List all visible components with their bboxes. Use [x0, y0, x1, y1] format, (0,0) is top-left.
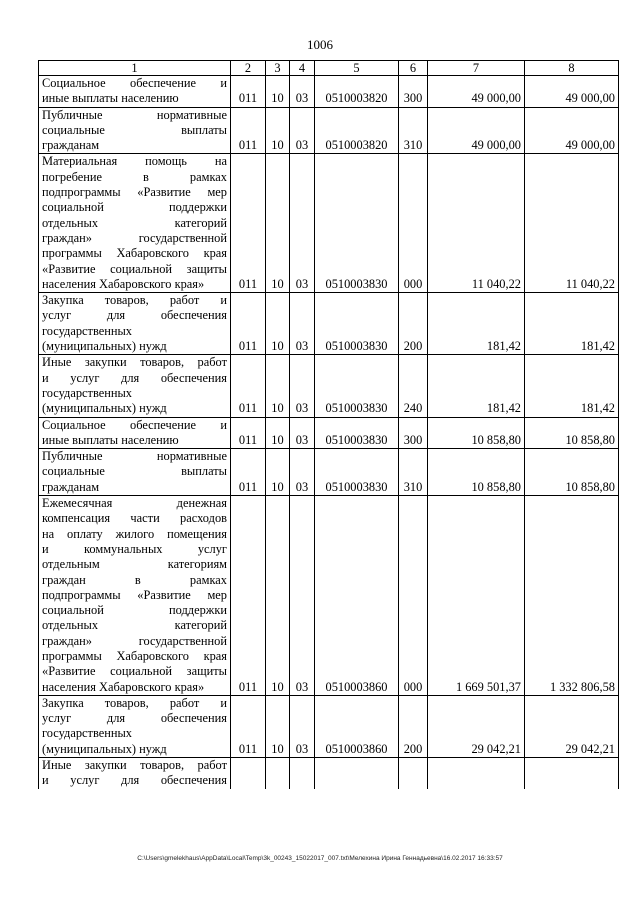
row-name-cell [39, 107, 231, 154]
amount-plan-cell: 181,42 [428, 355, 525, 417]
empty-cell [315, 758, 399, 789]
row-name-line: государственных [42, 323, 133, 338]
row-name-line: гражданам [42, 138, 100, 153]
row-name-cell [39, 449, 231, 496]
table-row [39, 154, 619, 293]
column-header-row [39, 61, 619, 76]
row-name-line: Материальная помощь на [42, 154, 227, 169]
amount-plan-cell: 49 000,00 [428, 107, 525, 154]
target-article-code-cell: 0510003830 [315, 417, 399, 449]
row-name-line: (муниципальных) нужд [42, 339, 167, 354]
row-name-line: погребение в рамках [42, 169, 227, 184]
row-name-line: и услуг для обеспечения [42, 370, 227, 385]
row-name-line: гражданам [42, 479, 100, 494]
table-row [39, 107, 619, 154]
amount-plan-cell: 10 858,80 [428, 449, 525, 496]
row-name-line: (муниципальных) нужд [42, 401, 167, 416]
subsection-code-cell: 03 [290, 355, 315, 417]
amount-executed-cell: 49 000,00 [525, 107, 619, 154]
column-header-2: 2 [231, 61, 266, 76]
row-name-line: государственных [42, 385, 133, 400]
row-name-line: подпрограммы «Развитие мер [42, 587, 227, 602]
row-name-cell [39, 496, 231, 696]
target-article-code-cell: 0510003830 [315, 154, 399, 293]
empty-cell [399, 758, 428, 789]
amount-executed-cell: 1 332 806,58 [525, 496, 619, 696]
ministry-code-cell: 011 [231, 107, 266, 154]
expense-type-code-cell: 000 [399, 496, 428, 696]
file-path-footer: C:\Users\gmelekhaus\AppData\Local\Temp\3k_00243_15022017_007.txt\Мелехина Ирина Геннадьевна\16.02.2017 16:33:57 [137, 855, 503, 862]
expense-type-code-cell: 200 [399, 293, 428, 355]
row-name-line: Закупка товаров, работ и [42, 293, 227, 308]
amount-plan-cell: 1 669 501,37 [428, 496, 525, 696]
subsection-code-cell: 03 [290, 76, 315, 108]
subsection-code-cell: 03 [290, 154, 315, 293]
expense-type-code-cell: 240 [399, 355, 428, 417]
row-name-cell [39, 695, 231, 757]
table-row [39, 695, 619, 757]
expense-type-code-cell: 310 [399, 107, 428, 154]
section-code-cell: 10 [266, 154, 290, 293]
target-article-code-cell: 0510003820 [315, 76, 399, 108]
row-name-cell [39, 293, 231, 355]
row-name-cell [39, 76, 231, 108]
empty-cell [290, 758, 315, 789]
row-name-line: «Развитие социальной защиты [42, 664, 227, 679]
row-name-line: Ежемесячная денежная [42, 496, 227, 511]
row-name-line: граждан» государственной [42, 230, 227, 245]
row-name-line: государственных [42, 726, 133, 741]
table-row [39, 417, 619, 449]
column-header-3: 3 [266, 61, 290, 76]
row-name-line: социальные выплаты [42, 122, 227, 137]
row-name-line: Публичные нормативные [42, 449, 227, 464]
amount-plan-cell: 181,42 [428, 293, 525, 355]
ministry-code-cell: 011 [231, 417, 266, 449]
subsection-code-cell: 03 [290, 695, 315, 757]
ministry-code-cell: 011 [231, 449, 266, 496]
ministry-code-cell: 011 [231, 293, 266, 355]
row-name-line: и услуг для обеспечения [42, 773, 227, 788]
expense-type-code-cell: 310 [399, 449, 428, 496]
target-article-code-cell: 0510003860 [315, 496, 399, 696]
row-name-line: социальные выплаты [42, 464, 227, 479]
budget-table [38, 60, 619, 789]
ministry-code-cell: 011 [231, 496, 266, 696]
expense-type-code-cell: 200 [399, 695, 428, 757]
expense-type-code-cell: 300 [399, 417, 428, 449]
page-number: 1006 [307, 37, 333, 52]
ministry-code-cell: 011 [231, 355, 266, 417]
row-name-cell [39, 758, 231, 789]
row-name-line: (муниципальных) нужд [42, 741, 167, 756]
subsection-code-cell: 03 [290, 293, 315, 355]
table-row [39, 293, 619, 355]
target-article-code-cell: 0510003830 [315, 449, 399, 496]
table-row [39, 496, 619, 696]
section-code-cell: 10 [266, 449, 290, 496]
amount-executed-cell: 10 858,80 [525, 449, 619, 496]
table-row-partial [39, 758, 619, 789]
row-name-line: социальной поддержки [42, 200, 227, 215]
row-name-line: отдельным категориям [42, 557, 227, 572]
table-row [39, 76, 619, 108]
row-name-line: иные выплаты населению [42, 432, 179, 447]
row-name-line: граждан» государственной [42, 633, 227, 648]
empty-cell [525, 758, 619, 789]
target-article-code-cell: 0510003830 [315, 293, 399, 355]
section-code-cell: 10 [266, 695, 290, 757]
row-name-line: Социальное обеспечение и [42, 76, 227, 90]
row-name-line: услуг для обеспечения [42, 308, 227, 323]
expense-type-code-cell: 000 [399, 154, 428, 293]
section-code-cell: 10 [266, 107, 290, 154]
column-header-8: 8 [525, 61, 619, 76]
amount-executed-cell: 11 040,22 [525, 154, 619, 293]
row-name-line: отдельных категорий [42, 215, 227, 230]
amount-executed-cell: 49 000,00 [525, 76, 619, 108]
row-name-line: и коммунальных услуг [42, 541, 227, 556]
empty-cell [266, 758, 290, 789]
column-header-1: 1 [39, 61, 231, 76]
amount-executed-cell: 181,42 [525, 293, 619, 355]
column-header-7: 7 [428, 61, 525, 76]
amount-executed-cell: 10 858,80 [525, 417, 619, 449]
row-name-line: «Развитие социальной защиты [42, 261, 227, 276]
section-code-cell: 10 [266, 496, 290, 696]
amount-plan-cell: 11 040,22 [428, 154, 525, 293]
section-code-cell: 10 [266, 76, 290, 108]
row-name-cell [39, 355, 231, 417]
row-name-line: услуг для обеспечения [42, 711, 227, 726]
row-name-line: компенсация части расходов [42, 511, 227, 526]
row-name-line: отдельных категорий [42, 618, 227, 633]
row-name-line: социальной поддержки [42, 603, 227, 618]
empty-cell [428, 758, 525, 789]
column-header-5: 5 [315, 61, 399, 76]
row-name-line: иные выплаты населению [42, 91, 179, 106]
row-name-line: Публичные нормативные [42, 107, 227, 122]
empty-cell [231, 758, 266, 789]
table-row [39, 355, 619, 417]
amount-plan-cell: 10 858,80 [428, 417, 525, 449]
section-code-cell: 10 [266, 417, 290, 449]
row-name-line: населения Хабаровского края» [42, 679, 205, 694]
row-name-line: Социальное обеспечение и [42, 417, 227, 432]
column-header-6: 6 [399, 61, 428, 76]
amount-plan-cell: 29 042,21 [428, 695, 525, 757]
row-name-line: на оплату жилого помещения [42, 526, 227, 541]
target-article-code-cell: 0510003860 [315, 695, 399, 757]
target-article-code-cell: 0510003830 [315, 355, 399, 417]
subsection-code-cell: 03 [290, 496, 315, 696]
row-name-line: населения Хабаровского края» [42, 276, 205, 291]
expense-type-code-cell: 300 [399, 76, 428, 108]
row-name-cell [39, 417, 231, 449]
section-code-cell: 10 [266, 293, 290, 355]
ministry-code-cell: 011 [231, 154, 266, 293]
subsection-code-cell: 03 [290, 417, 315, 449]
table-row [39, 449, 619, 496]
row-name-cell [39, 154, 231, 293]
section-code-cell: 10 [266, 355, 290, 417]
subsection-code-cell: 03 [290, 449, 315, 496]
row-name-line: Закупка товаров, работ и [42, 695, 227, 710]
subsection-code-cell: 03 [290, 107, 315, 154]
column-header-4: 4 [290, 61, 315, 76]
row-name-line: граждан в рамках [42, 572, 227, 587]
row-name-line: Иные закупки товаров, работ [42, 355, 227, 370]
amount-executed-cell: 29 042,21 [525, 695, 619, 757]
ministry-code-cell: 011 [231, 76, 266, 108]
row-name-line: программы Хабаровского края [42, 246, 227, 261]
row-name-line: программы Хабаровского края [42, 648, 227, 663]
amount-plan-cell: 49 000,00 [428, 76, 525, 108]
row-name-line: подпрограммы «Развитие мер [42, 185, 227, 200]
row-name-line: Иные закупки товаров, работ [42, 758, 227, 773]
ministry-code-cell: 011 [231, 695, 266, 757]
target-article-code-cell: 0510003820 [315, 107, 399, 154]
amount-executed-cell: 181,42 [525, 355, 619, 417]
